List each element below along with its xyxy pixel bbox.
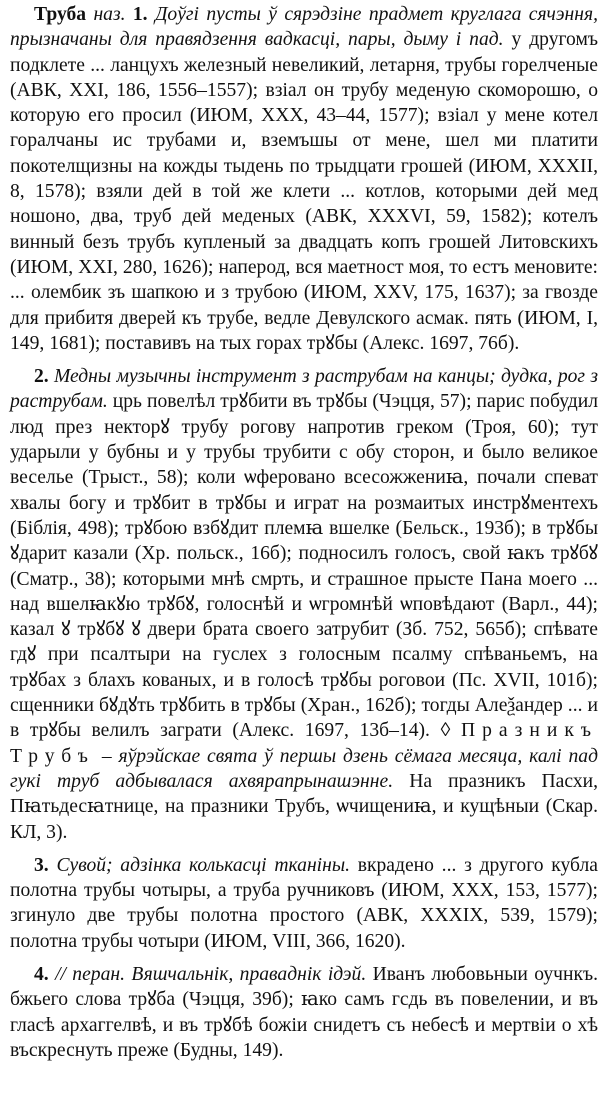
compound-definition: яўрэйскае свята ў першы дзень сёмага месяца, калі пад гукі труб адбывалася ахвярапрынашэнне. (10, 745, 598, 792)
sense-citations: црь повелѣл трꙋбити въ трꙋбы (Чэцця, 57); парис побудил люд през некторꙋ трубу рогову напротив греком (Троя, 60); тут ударыли у бубны и у трубы трубити с обу сторон, и было великое веселье (Трыст., 58); коли ѡферовано всесожжениꙗ, почали спеват хвалы богу и трꙋбит в трꙋбы и играт на розмаитых инстрꙋментехъ (Біблія, 498); трꙋбою взбꙋдит племꙗ вшелке (Бельск., 193б); в трꙋбы ꙋдарит казали (Хр. польск., 16б); подносилъ голосъ, свой ꙗкъ трꙋбꙋ (Сматр., 38); которыми мнѣ смрть, и страшное прыcте Пана моего ... над вшелꙗкꙋю трꙋбꙋ, голоснѣй и ѡгромнѣй ѡповѣдают (Варл., 44); казал ꙋ трꙋбꙋ ꙋ двери брата своего затрубит (Зб. 752, 565б); спѣвате гдꙋ при псалтыри на гуслех з голосным псалму спѣваньемъ, на трꙋбах з блахъ кованых, и в голосѣ трꙋбы роговои (Пс. XVII, 101б); сщенники бꙋдꙋть трꙋбить в трꙋбы (Хран., 162б); тогды Алеѯандер ... и в трꙋбы велилъ заграти (Алекс. 1697, 13б–14). (10, 391, 598, 742)
headword: Труба (34, 4, 87, 25)
compound-citations: На празникъ Пасхи, Пꙗтьдесꙗтнице, на празники Трубъ, ѡчищениꙗ, и кущѣныи (Скар. КЛ, 3). (10, 770, 598, 843)
sense-citations: у другомъ подклете ... ланцухъ железный невеликий, летарня, трубы горелченые (АВК, XXI, 186, 1556–1557); взiал он трубу меденую скоморошю, о которую его просил (ИЮМ, XXX, 43–44, 1577); взiал у мене котел горалчаны ис трубами и, вземъшы от мене, шел ми платити покотелщизны на кожды тыдень по трыдцати грошей (ИЮМ, XXXII, 8, 1578); взяли дей в той же клети ... котлов, которыми дей мед ношоно, два, труб дей меденых (АВК, XXXVI, 59, 1582); котелъ винный безъ трубъ купленый за двадцать копъ грошей Литовскихъ (ИЮМ, XXI, 280, 1626); наперод, вся маетност моя, то естъ меновите: ... олембик зъ шапкою и з трубою (ИЮМ, XXV, 175, 1637); за гвозде для прибитя дверей къ трубе, ведле Девулского асмак. пять (ИЮМ, I, 149, 1681); поставивъ на тыx горах трꙋбы (Алекс. 1697, 76б). (10, 29, 598, 354)
sense-definition: Доўгі пусты ў сярэдзіне прадмет круглага сячэння, прызначаны для правядзення вадкасці, пары, дыму і пад. (10, 4, 598, 51)
diamond-symbol: ◊ (440, 720, 451, 742)
compound-term: Празникъ Трубъ (10, 720, 598, 767)
sense-citations: Иванъ любовьныи оучнкъ. бжьего слова трꙋба (Чэцця, 39б); ꙗко самъ гсдь въ повелении, и въ гласѣ архаггелвѣ, и въ трꙋбѣ божiи снидетъ съ небесѣ и мертвiи о хѣ въскреснуть преже (Будны, 149). (10, 963, 599, 1061)
sense-2 (10, 364, 598, 845)
sense-citations: вкрадено ... з другого кубла полотна трубы чотыры, а труба ручниковъ (ИЮМ, XXX, 153, 1577); згинуло две трубы полотна простого (АВК, XXXIX, 539, 1579); полотна трубы чотыри (ИЮМ, VIII, 366, 1620). (10, 854, 598, 952)
sense-definition: Сувой; адзінка колькасці тканіны. (56, 854, 350, 876)
sense-1 (10, 2, 598, 356)
sense-definition: Медны музычны інструмент з раструбам на канцы; дудка, рог з раструбам. (10, 366, 598, 413)
sense-definition: Вяшчальнік, праваднік ідэй. (131, 963, 367, 985)
sense-number: 2. (34, 366, 49, 388)
sense-4 (10, 962, 598, 1063)
sense-number: 4. (34, 963, 49, 985)
sense-label: // перан. (55, 963, 126, 985)
compound-dash: – (101, 745, 112, 767)
part-of-speech: наз. (93, 4, 126, 25)
sense-number: 3. (34, 854, 49, 876)
sense-3 (10, 853, 598, 954)
sense-number: 1. (132, 4, 148, 25)
